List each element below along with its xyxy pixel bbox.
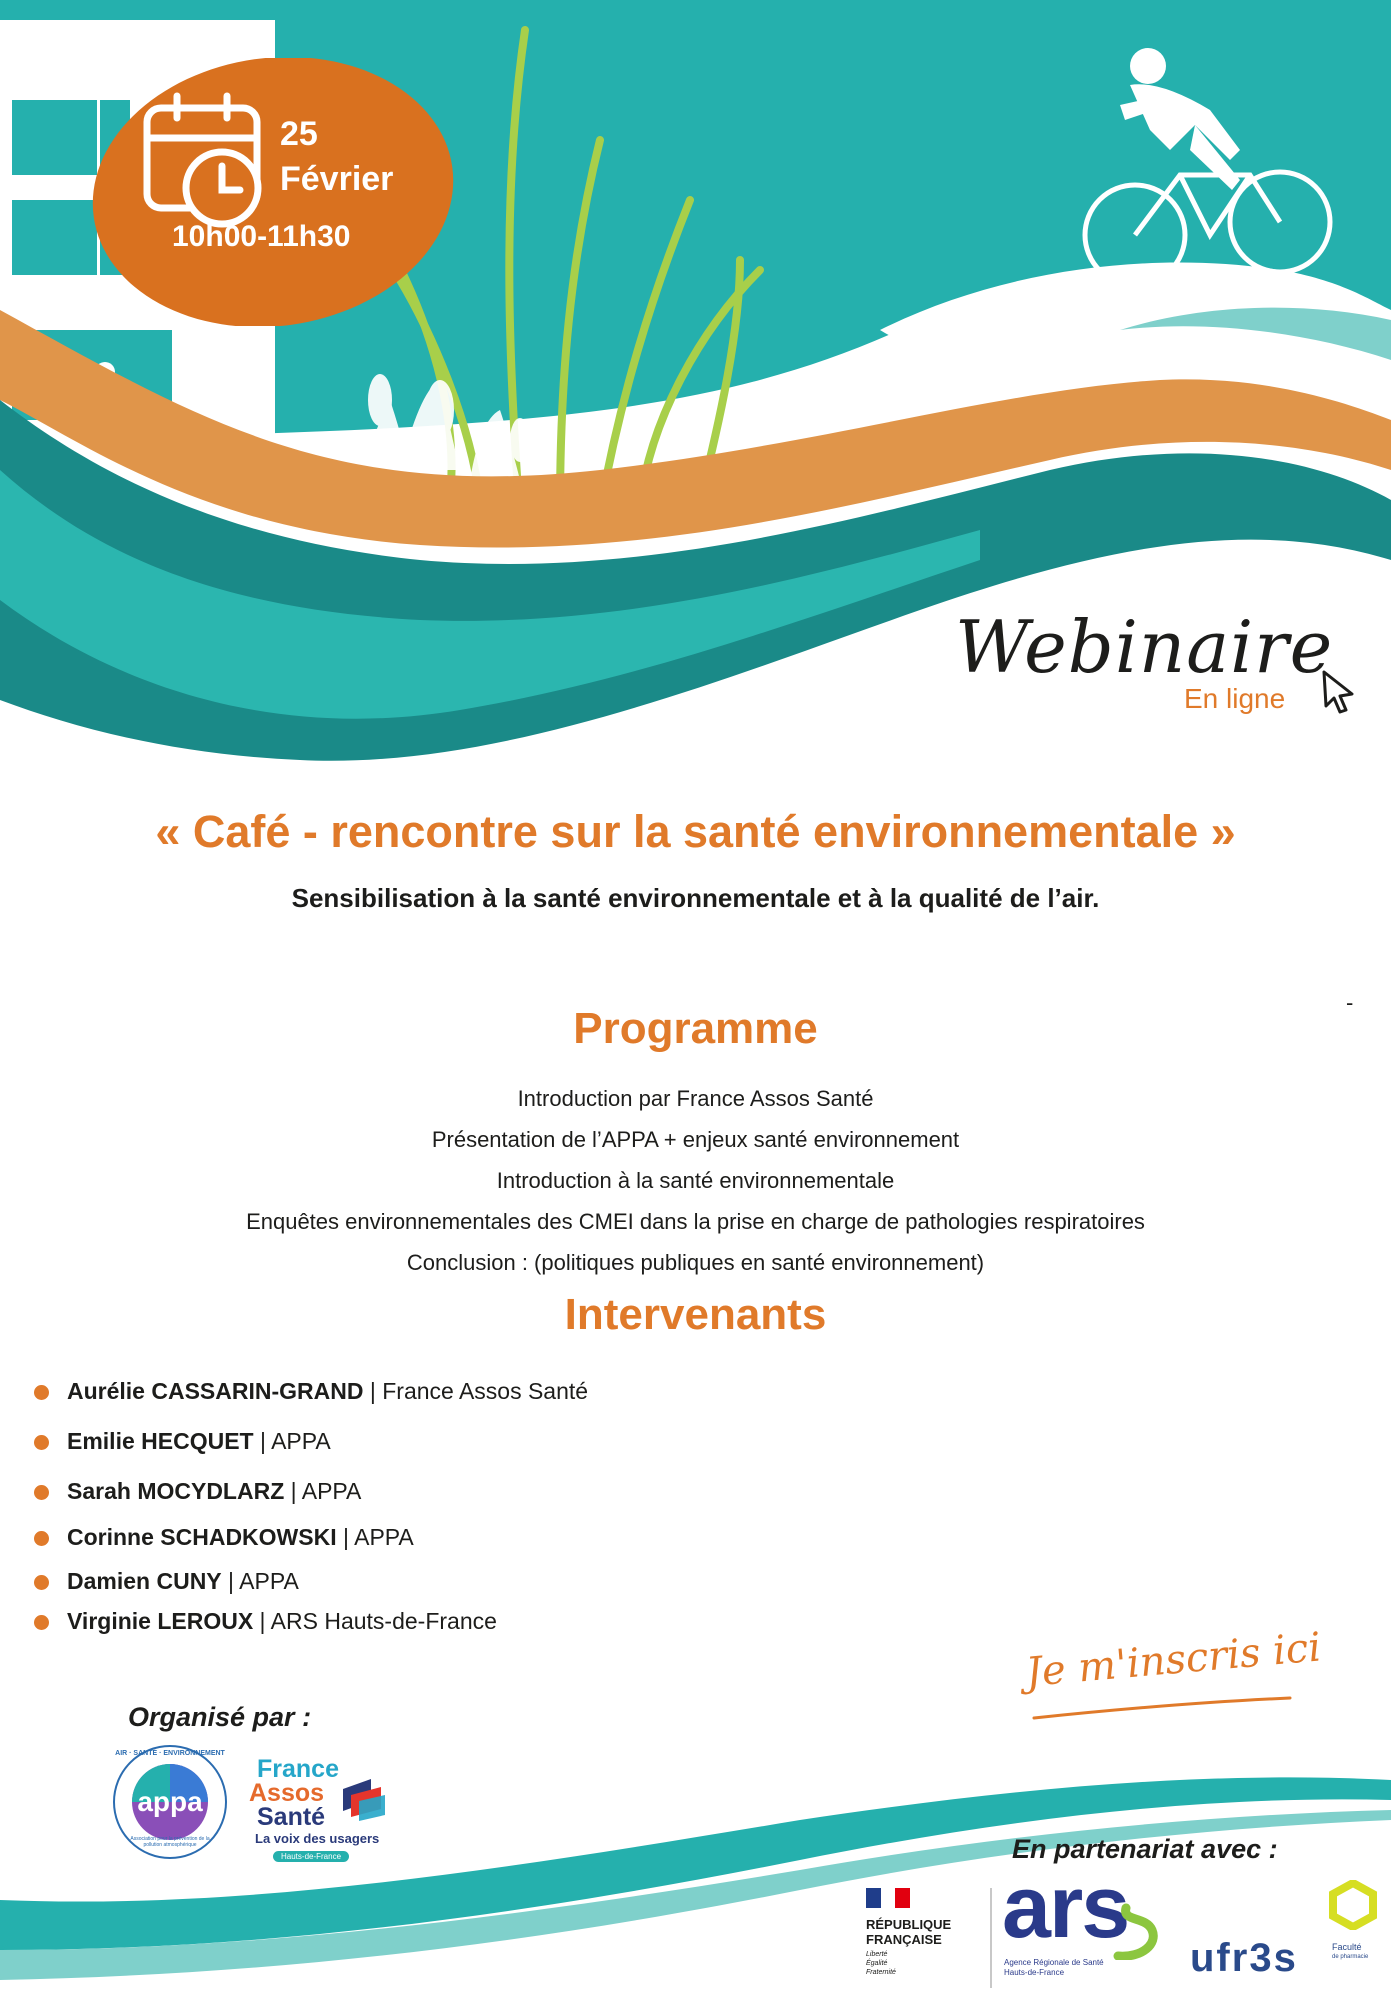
register-link[interactable]: Je m'inscris ici [1023, 1624, 1323, 1696]
ars-swoosh-icon [1112, 1900, 1162, 1960]
speaker-name: Emilie HECQUET [67, 1428, 254, 1454]
rf-line1: RÉPUBLIQUE [866, 1917, 952, 1932]
speaker-org: | France Assos Santé [363, 1378, 589, 1404]
rf-motto1: Liberté [866, 1951, 888, 1958]
rf-line2: FRANÇAISE [866, 1932, 942, 1947]
speaker-item [34, 1524, 414, 1551]
speaker-name: Sarah MOCYDLARZ [67, 1478, 285, 1504]
speaker-item [34, 1428, 331, 1455]
bullet-dot-icon [34, 1435, 49, 1450]
event-title: « Café - rencontre sur la santé environnementale » [155, 806, 1236, 857]
fas-tagline: La voix des usagers [255, 1831, 380, 1846]
date-badge [92, 58, 454, 326]
cursor-click-icon [1318, 668, 1358, 714]
rf-motto3: Fraternité [866, 1969, 896, 1976]
programme-item: Enquêtes environnementales des CMEI dans la prise en charge de pathologies respiratoires [246, 1209, 1145, 1234]
programme-item: Introduction par France Assos Santé [517, 1086, 874, 1111]
speaker-org: | APPA [221, 1568, 299, 1594]
event-subtitle: Sensibilisation à la santé environnementale et à la qualité de l’air. [291, 883, 1100, 913]
speaker-item [34, 1568, 299, 1595]
partner-divider [990, 1888, 992, 1988]
register-underline [1030, 1696, 1295, 1722]
speaker-item [34, 1378, 588, 1405]
format-title: Webinaire [955, 605, 1334, 689]
appa-ring-text: AIR · SANTÉ · ENVIRONNEMENT [115, 1750, 225, 1757]
ufr3s-hexagon-icon [1328, 1880, 1378, 1930]
speaker-org: | ARS Hauts-de-France [253, 1608, 497, 1634]
france-assos-sante-logo [245, 1755, 395, 1870]
appa-tagline: Association pour la prévention de la pollution atmosphérique [130, 1836, 210, 1848]
bullet-dot-icon [34, 1615, 49, 1630]
programme-list [0, 1078, 1391, 1283]
ufr3s-line2: de pharmacie [1332, 1954, 1369, 1960]
programme-item: Conclusion : (politiques publiques en santé environnement) [406, 1250, 985, 1275]
republique-francaise-logo [866, 1888, 976, 1988]
speaker-name: Aurélie CASSARIN-GRAND [67, 1378, 364, 1404]
rf-motto2: Égalité [866, 1960, 888, 1967]
fas-region-badge: Hauts-de-France [273, 1851, 349, 1862]
programme-item: Introduction à la santé environnementale [496, 1168, 895, 1193]
partners-label: En partenariat avec : [1012, 1834, 1278, 1864]
fas-line3: Santé [257, 1803, 326, 1831]
ufr3s-name: ufr3s [1190, 1936, 1298, 1980]
format-subtitle: En ligne [1184, 683, 1286, 714]
speaker-name: Virginie LEROUX [67, 1608, 254, 1634]
ars-name: ars [1002, 1857, 1129, 1956]
speaker-org: | APPA [253, 1428, 331, 1454]
fas-flags-mark [341, 1777, 387, 1823]
ars-line1: Agence Régionale de Santé [1004, 1958, 1104, 1967]
event-time: 10h00-11h30 [172, 220, 351, 253]
appa-name: appa [137, 1786, 203, 1817]
speaker-org: | APPA [284, 1478, 362, 1504]
speaker-item [34, 1478, 361, 1505]
bullet-dot-icon [34, 1575, 49, 1590]
speaker-name: Damien CUNY [67, 1568, 222, 1594]
programme-item: Présentation de l’APPA + enjeux santé environnement [431, 1127, 960, 1152]
speaker-name: Corinne SCHADKOWSKI [67, 1524, 337, 1550]
bullet-dot-icon [34, 1485, 49, 1500]
ufr3s-line1: Faculté [1332, 1942, 1362, 1952]
bullet-dot-icon [34, 1531, 49, 1546]
stray-dash: - [1346, 990, 1354, 1015]
fas-line1: France [257, 1755, 339, 1783]
ars-line2: Hauts-de-France [1004, 1968, 1065, 1977]
marianne-flag-icon [866, 1888, 910, 1908]
appa-logo [110, 1742, 230, 1862]
programme-heading: Programme [573, 1004, 818, 1053]
event-month: Février [280, 160, 394, 198]
event-day: 25 [280, 115, 318, 153]
ars-logo [1002, 1857, 1172, 1980]
speaker-item [34, 1608, 497, 1635]
organizers-label: Organisé par : [128, 1702, 312, 1732]
bullet-dot-icon [34, 1385, 49, 1400]
intervenants-heading: Intervenants [564, 1290, 827, 1339]
fas-line2: Assos [249, 1779, 325, 1807]
ufr3s-logo [1190, 1880, 1380, 1990]
speaker-org: | APPA [336, 1524, 414, 1550]
